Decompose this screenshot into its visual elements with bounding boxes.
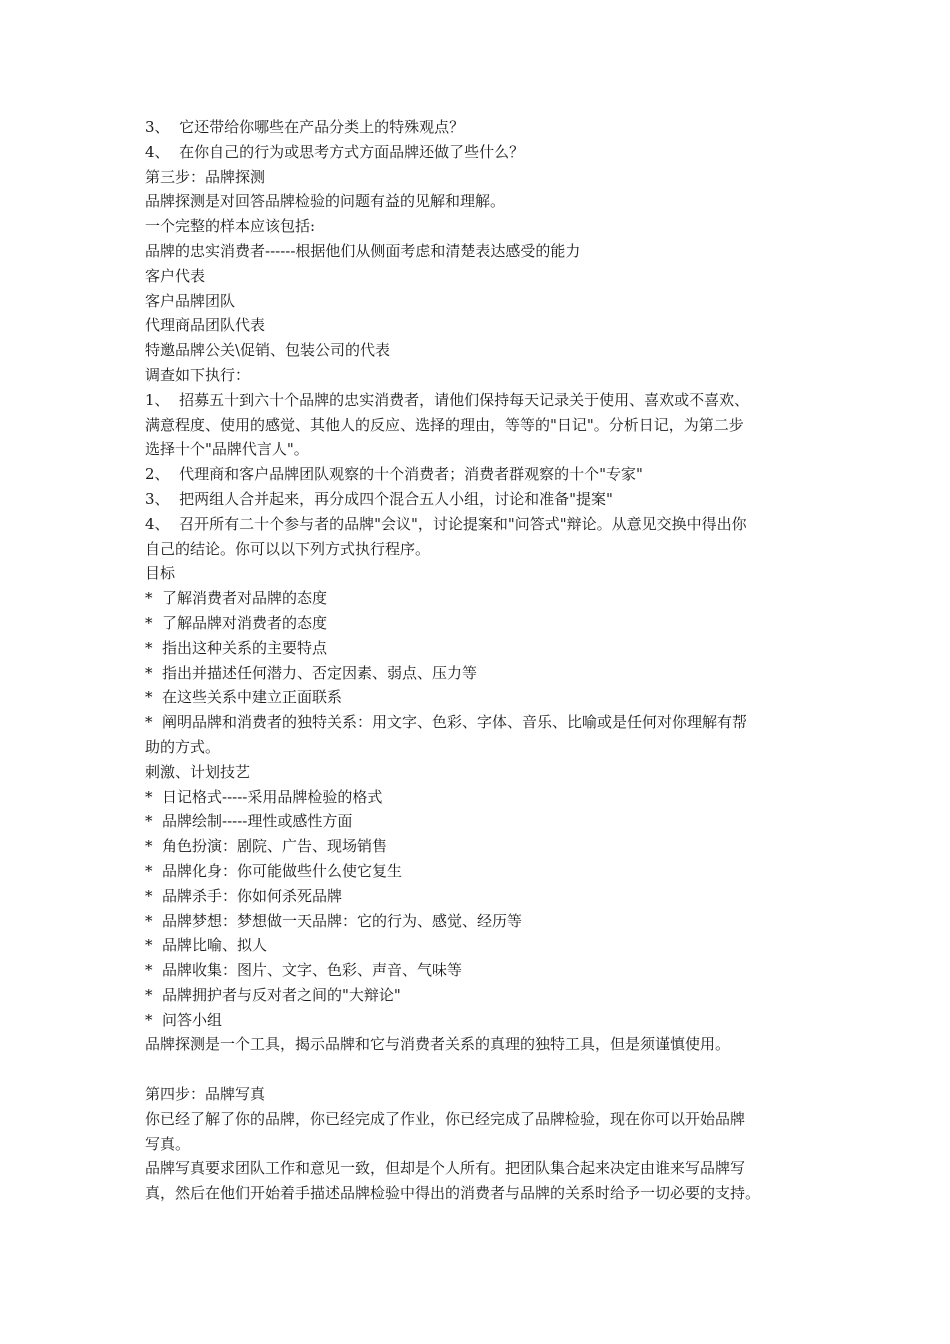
- section-heading-techniques: 刺激、计划技艺: [145, 762, 251, 781]
- paragraph-line: 品牌写真要求团队工作和意见一致，但却是个人所有。把团队集合起来决定由谁来写品牌写: [145, 1159, 746, 1178]
- bullet-item: * 问答小组: [145, 1010, 223, 1029]
- list-item-3: 3、 它还带给你哪些在产品分类上的特殊观点？: [145, 118, 465, 136]
- sample-item: 客户代表: [145, 266, 206, 285]
- list-item-4: 4、 在你自己的行为或思考方式方面品牌还做了些什么？: [145, 142, 525, 161]
- procedure-item-1: 1、 招募五十到六十个品牌的忠实消费者，请他们保持每天记录关于使用、喜欢或不喜欢、: [145, 390, 750, 409]
- bullet-item: * 指出并描述任何潜力、否定因素、弱点、压力等: [145, 663, 478, 682]
- bullet-item-cont: 助的方式。: [145, 737, 221, 756]
- bullet-item: * 日记格式-----采用品牌检验的格式: [145, 787, 383, 806]
- bullet-item: * 品牌化身：你可能做些什么使它复生: [145, 861, 403, 880]
- paragraph-line: 写真。: [145, 1134, 191, 1153]
- bullet-item: * 品牌比喻、拟人: [145, 936, 268, 955]
- sample-item: 客户品牌团队: [145, 291, 236, 310]
- procedure-item-4-cont: 自己的结论。你可以以下列方式执行程序。: [145, 539, 431, 558]
- procedure-item-1-cont: 选择十个"品牌代言人"。: [145, 440, 309, 459]
- sample-item: 代理商品团队代表: [145, 316, 266, 335]
- bullet-item: * 在这些关系中建立正面联系: [145, 688, 343, 707]
- bullet-item: * 品牌绘制-----理性或感性方面: [145, 812, 353, 831]
- procedure-item-3: 3、 把两组人合并起来，再分成四个混合五人小组，讨论和准备"提案": [145, 489, 613, 508]
- sample-item: 特邀品牌公关\促销、包装公司的代表: [145, 341, 391, 360]
- bullet-item: * 指出这种关系的主要特点: [145, 638, 328, 657]
- document-body: [145, 115, 825, 1206]
- paragraph-line: 品牌探测是一个工具，揭示品牌和它与消费者关系的真理的独特工具，但是须谨慎使用。: [145, 1035, 731, 1054]
- bullet-item: * 了解品牌对消费者的态度: [145, 613, 328, 632]
- paragraph-line: 一个完整的样本应该包括:: [145, 217, 316, 236]
- bullet-item: * 品牌梦想：梦想做一天品牌：它的行为、感觉、经历等: [145, 911, 523, 930]
- paragraph-line: 调查如下执行：: [145, 365, 251, 384]
- paragraph-line: 品牌探测是对回答品牌检验的问题有益的见解和理解。: [145, 192, 506, 211]
- bullet-item: * 品牌杀手：你如何杀死品牌: [145, 886, 343, 905]
- bullet-item: * 品牌拥护者与反对者之间的"大辩论": [145, 985, 401, 1004]
- blank-line: [145, 1057, 825, 1082]
- paragraph-line: 真，然后在他们开始着手描述品牌检验中得出的消费者与品牌的关系时给予一切必要的支持。: [145, 1184, 761, 1203]
- bullet-item: * 角色扮演：剧院、广告、现场销售: [145, 837, 388, 856]
- section-heading-goals: 目标: [145, 564, 176, 583]
- procedure-item-1-cont: 满意程度、使用的感觉、其他人的反应、选择的理由，等等的"日记"。分析日记，为第二步: [145, 415, 744, 434]
- bullet-item: * 阐明品牌和消费者的独特关系：用文字、色彩、字体、音乐、比喻或是任何对你理解有帮: [145, 713, 748, 732]
- procedure-item-2: 2、 代理商和客户品牌团队观察的十个消费者；消费者群观察的十个"专家": [145, 465, 643, 484]
- paragraph-line: 你已经了解了你的品牌，你已经完成了作业，你已经完成了品牌检验，现在你可以开始品牌: [145, 1109, 746, 1128]
- section-heading-step-3: 第三步：品牌探测: [145, 167, 266, 186]
- sample-item: 品牌的忠实消费者------根据他们从侧面考虑和清楚表达感受的能力: [145, 241, 581, 260]
- section-heading-step-4: 第四步：品牌写真: [145, 1085, 266, 1104]
- procedure-item-4: 4、 召开所有二十个参与者的品牌"会议"，讨论提案和"问答式"辩论。从意见交换中得出你: [145, 514, 747, 533]
- bullet-item: * 了解消费者对品牌的态度: [145, 589, 328, 608]
- bullet-item: * 品牌收集：图片、文字、色彩、声音、气味等: [145, 961, 463, 980]
